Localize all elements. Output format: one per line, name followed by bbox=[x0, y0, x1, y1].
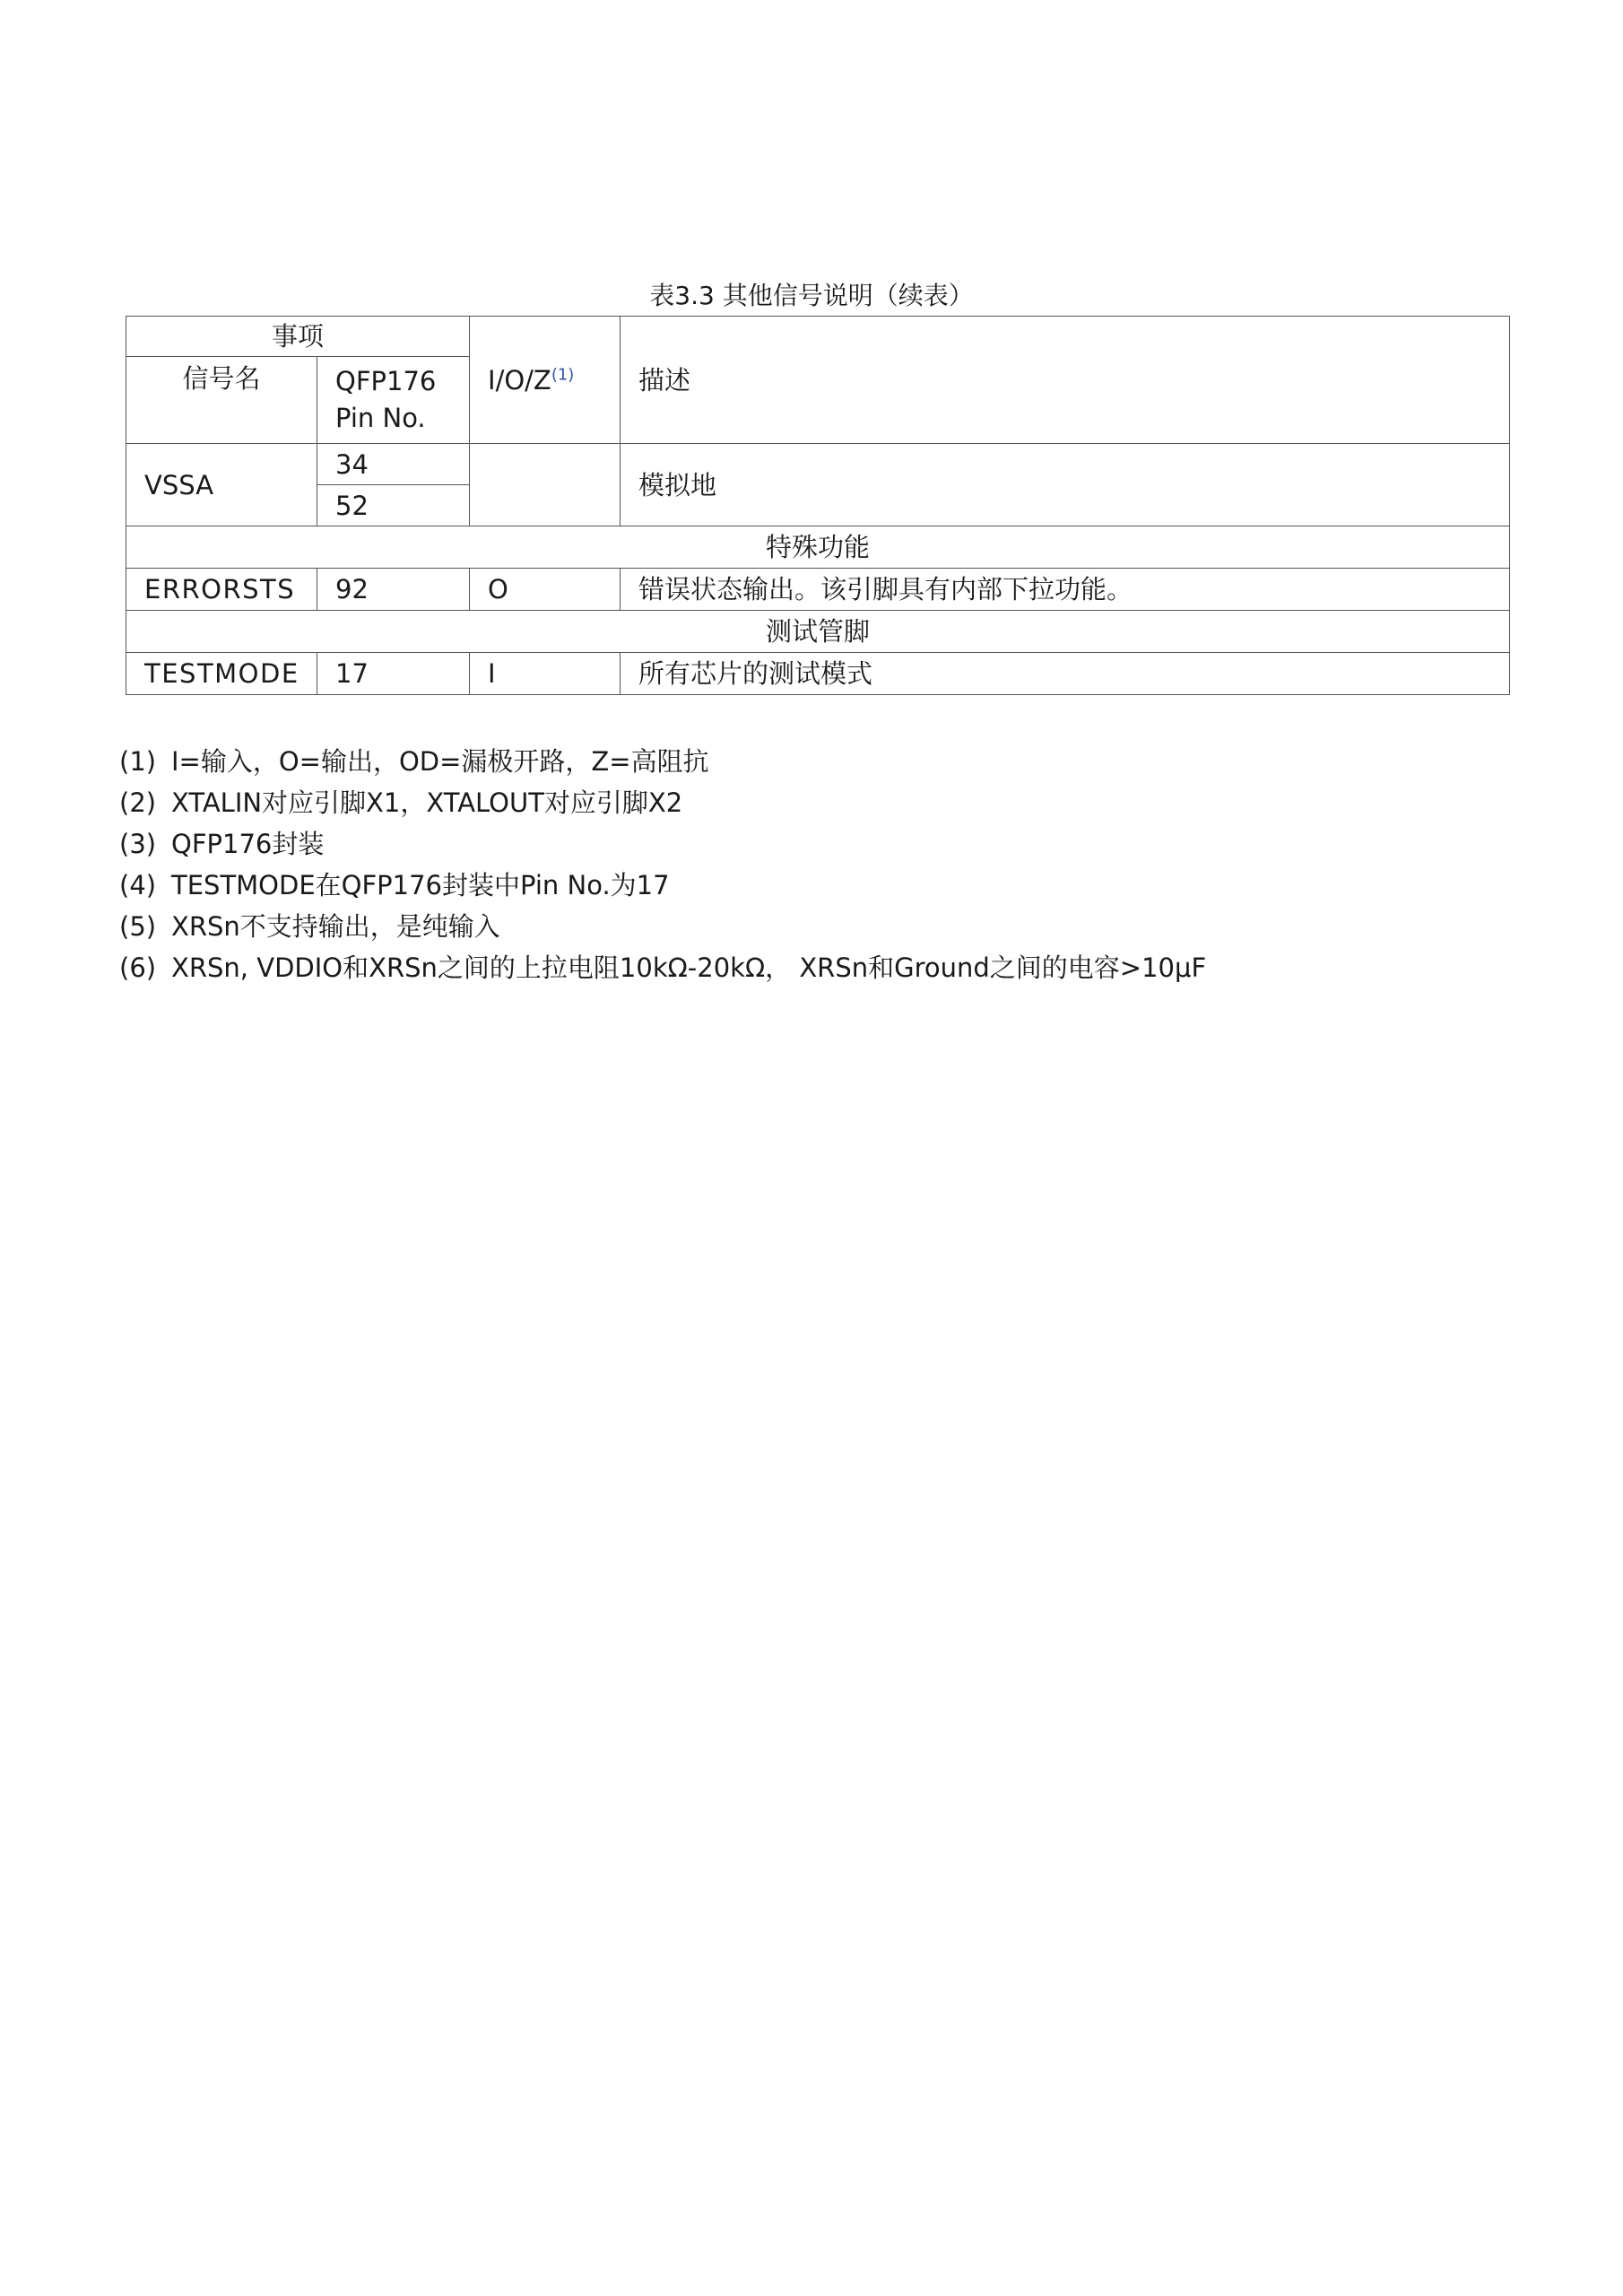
footnote-text: I=输入，O=输出，OD=漏极开路，Z=高阻抗 bbox=[171, 746, 709, 777]
footnote-text: TESTMODE在QFP176封装中Pin No.为17 bbox=[171, 870, 670, 900]
io-errorsts: O bbox=[470, 569, 621, 611]
section-special-function: 特殊功能 bbox=[126, 526, 1510, 569]
footnote bbox=[119, 823, 1206, 865]
pin-vssa-52: 52 bbox=[317, 485, 470, 526]
header-item: 事项 bbox=[126, 317, 470, 357]
header-pin-line1: QFP176 bbox=[335, 366, 437, 396]
header-io-footnote-ref: (1) bbox=[551, 364, 575, 384]
header-io-label: I/O/Z bbox=[488, 364, 551, 396]
footnote-text: XRSn不支持输出，是纯输入 bbox=[171, 911, 500, 942]
header-pin-no bbox=[317, 357, 470, 444]
footnote bbox=[119, 741, 1206, 782]
io-vssa bbox=[470, 444, 621, 526]
footnote bbox=[119, 947, 1206, 988]
signal-name-vssa: VSSA bbox=[126, 444, 317, 526]
description-errorsts: 错误状态输出。该引脚具有内部下拉功能。 bbox=[621, 569, 1510, 611]
header-io bbox=[470, 317, 621, 444]
description-testmode: 所有芯片的测试模式 bbox=[621, 653, 1510, 695]
table-caption: 表3.3 其他信号说明（续表） bbox=[649, 281, 974, 310]
io-testmode: I bbox=[470, 653, 621, 695]
footnote-number: (5) bbox=[119, 911, 157, 942]
footnote-text: QFP176封装 bbox=[171, 829, 325, 859]
footnote-number: (2) bbox=[119, 787, 157, 818]
header-signal-name: 信号名 bbox=[126, 357, 317, 444]
pin-errorsts: 92 bbox=[317, 569, 470, 611]
footnotes bbox=[119, 741, 1206, 988]
signal-name-testmode: TESTMODE bbox=[126, 653, 317, 695]
table-header-row bbox=[126, 317, 1510, 357]
footnote-number: (1) bbox=[119, 746, 157, 777]
footnote-number: (4) bbox=[119, 870, 157, 900]
table-row bbox=[126, 653, 1510, 695]
footnote-number: (6) bbox=[119, 952, 157, 983]
header-description: 描述 bbox=[621, 317, 1510, 444]
pin-vssa-34: 34 bbox=[317, 444, 470, 485]
signal-table bbox=[126, 316, 1510, 695]
table-row bbox=[126, 569, 1510, 611]
signal-name-errorsts: ERRORSTS bbox=[126, 569, 317, 611]
footnote-text: XRSn, VDDIO和XRSn之间的上拉电阻10kΩ-20kΩ， XRSn和Ground之间的电容>10μF bbox=[171, 952, 1207, 983]
description-vssa: 模拟地 bbox=[621, 444, 1510, 526]
table-row bbox=[126, 444, 1510, 485]
pin-testmode: 17 bbox=[317, 653, 470, 695]
section-row bbox=[126, 526, 1510, 569]
footnote-number: (3) bbox=[119, 829, 157, 859]
section-row bbox=[126, 611, 1510, 653]
footnote bbox=[119, 865, 1206, 906]
footnote bbox=[119, 906, 1206, 947]
header-pin-line2: Pin No. bbox=[335, 403, 426, 433]
footnote-text: XTALIN对应引脚X1，XTALOUT对应引脚X2 bbox=[171, 787, 683, 818]
section-test-pins: 测试管脚 bbox=[126, 611, 1510, 653]
footnote bbox=[119, 782, 1206, 823]
